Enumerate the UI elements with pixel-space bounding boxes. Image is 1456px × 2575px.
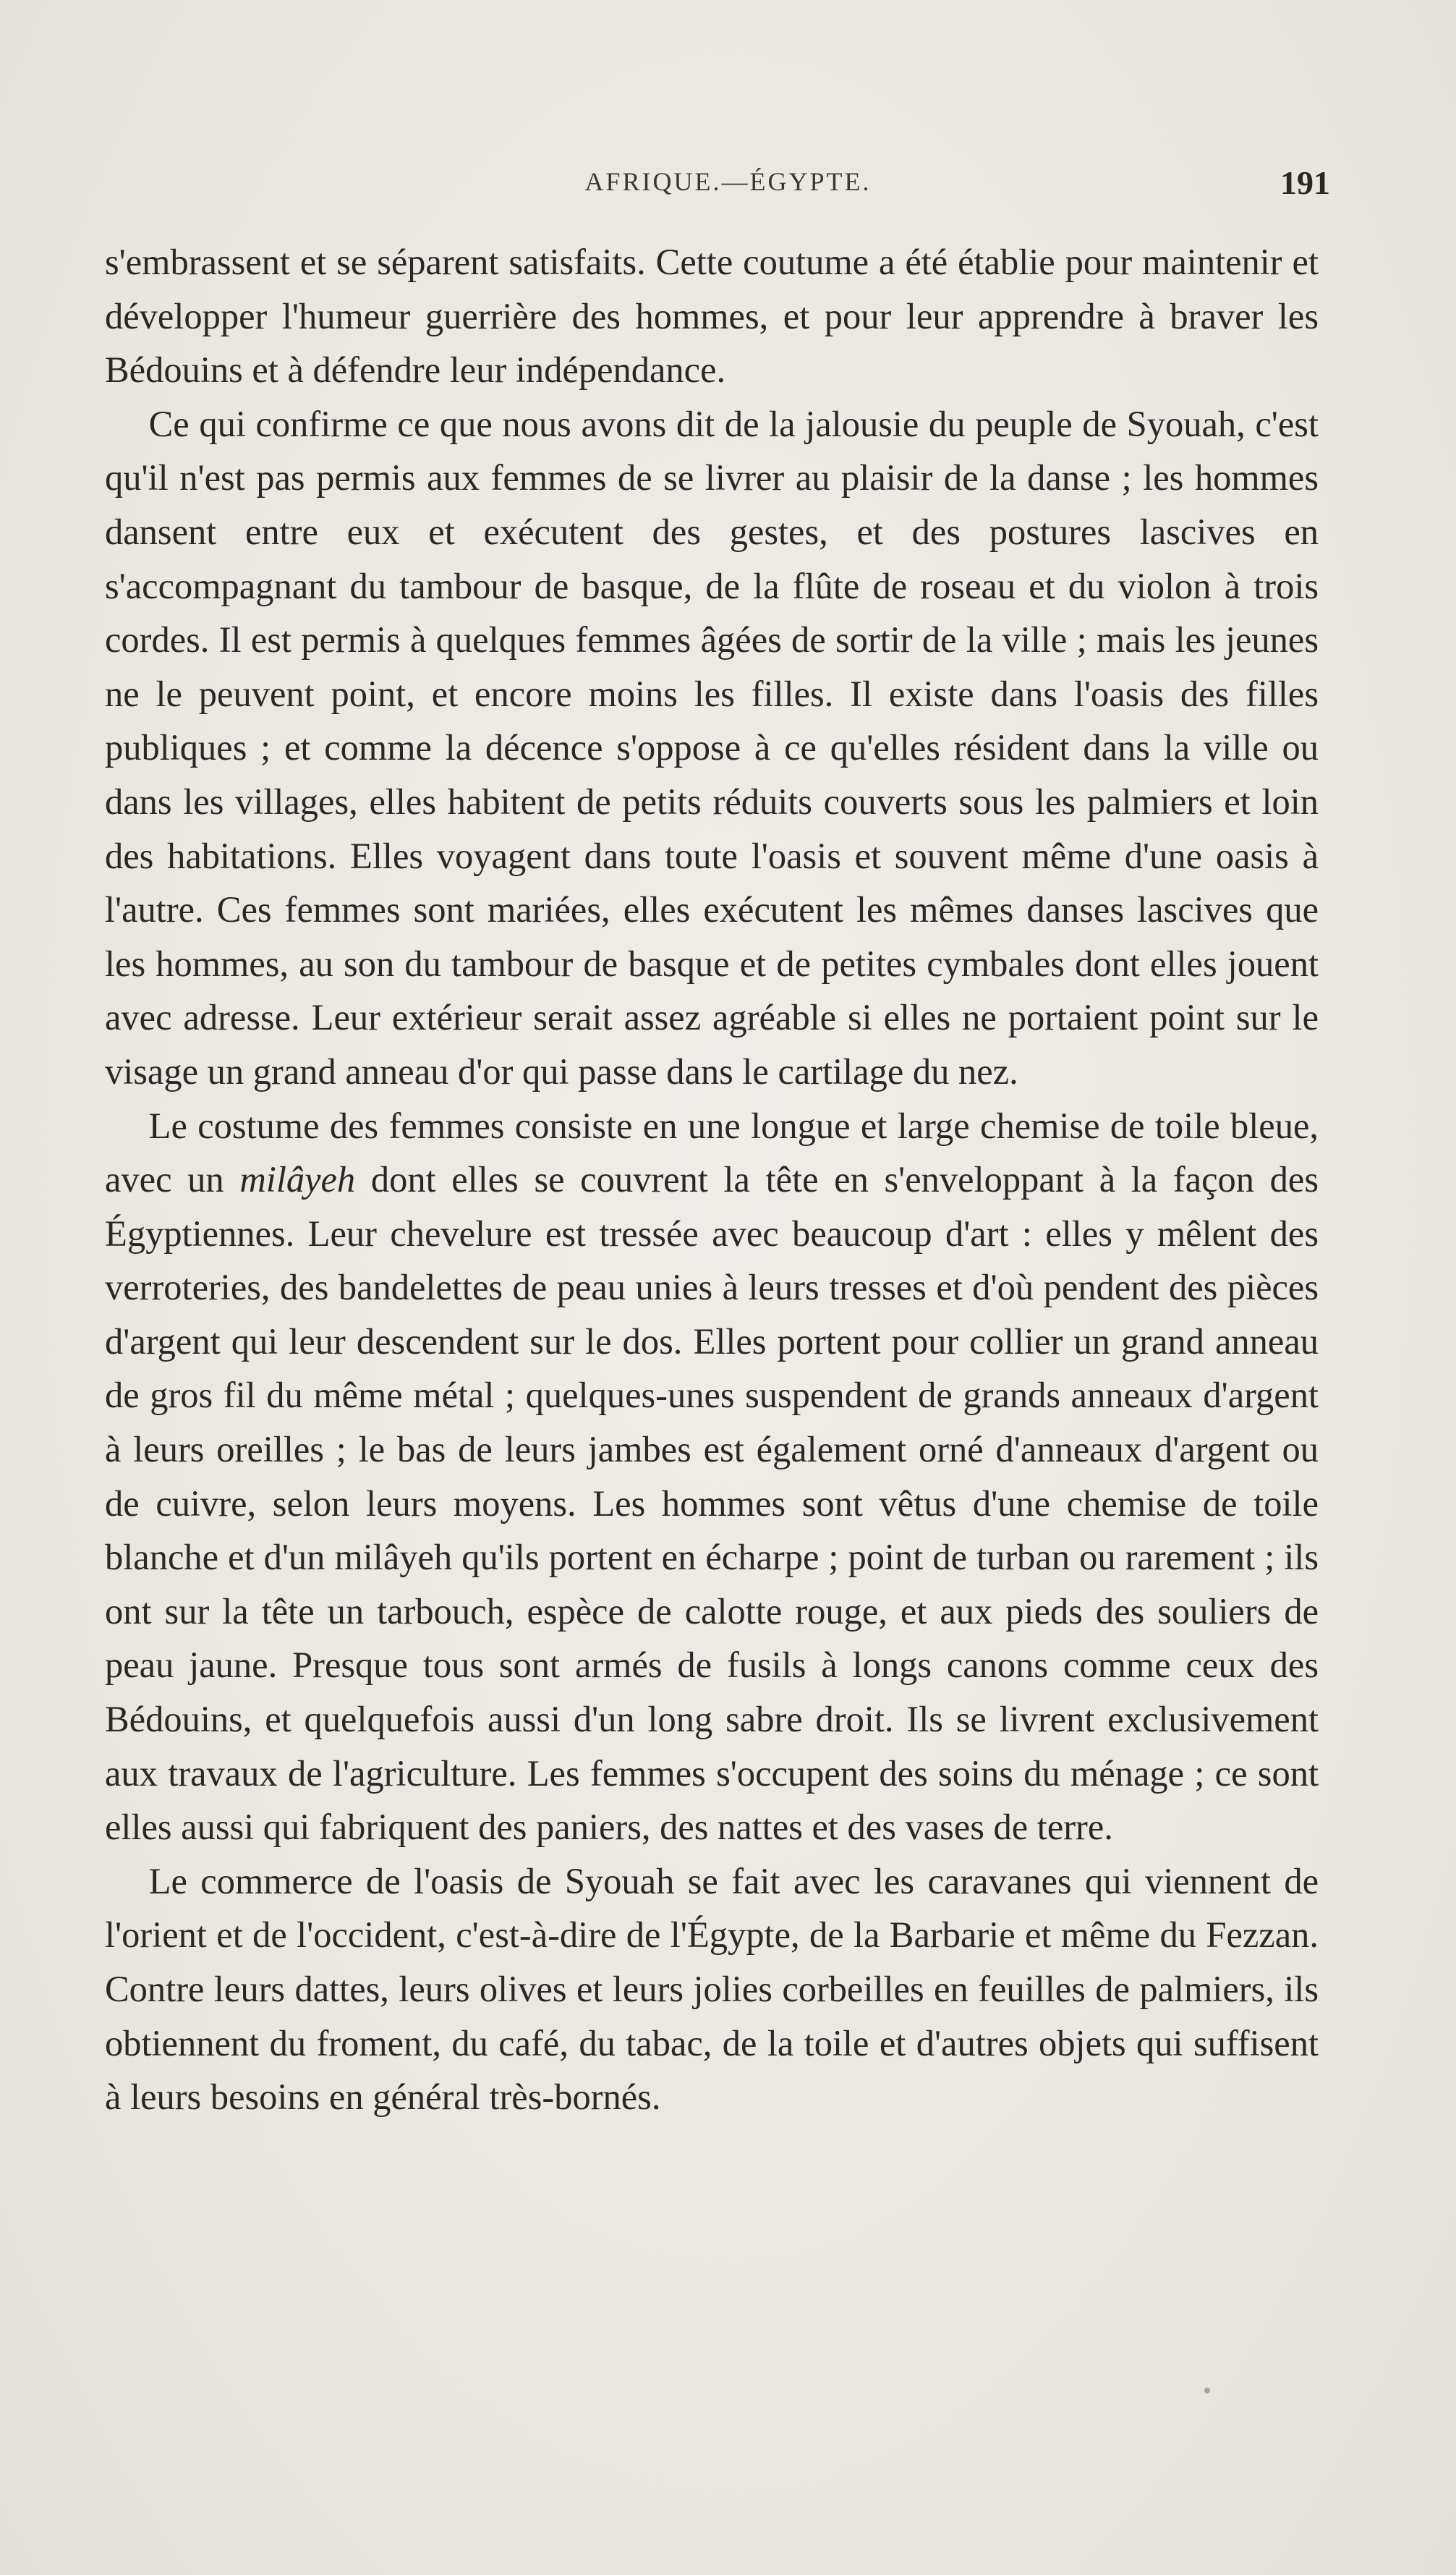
paragraph-3-part-2: dont elles se couvrent la tête en s'enveloppant à la façon des Égyptiennes. Leur chevelure est tressée avec beaucoup d'art : elles y mêlent des verroteries, des bandelettes de peau unies à leurs tresses et d'où pendent des pièces d'argent qui leur descendent sur le dos. Elles portent pour collier un grand anneau de gros fil du même métal ; quelques-unes suspendent de grands anneaux d'argent à leurs oreilles ; le bas de leurs jambes est également orné d'anneaux d'argent ou de cuivre, selon leurs moyens. Les hommes sont vêtus d'une chemise de toile blanche et d'un milâyeh qu'ils portent en écharpe ; point de turban ou rarement ; ils ont sur la tête un tarbouch, espèce de calotte rouge, et aux pieds des souliers de peau jaune. Presque tous sont armés de fusils à longs canons comme ceux des Bédouins, et quelquefois aussi d'un long sabre droit. Ils se livrent exclusivement aux travaux de l'agriculture. Les femmes s'occupent des soins du ménage ; ce sont elles aussi qui fabriquent des paniers, des nattes et des vases de terre. — [105, 1159, 1319, 1848]
running-head — [0, 164, 1456, 207]
paragraph-1: s'embrassent et se séparent satisfaits. Cette coutume a été établie pour maintenir et développer l'humeur guerrière des hommes, et pour leur apprendre à braver les Bédouins et à défendre leur indépendance. — [105, 242, 1319, 391]
italic-term: milâyeh — [239, 1159, 356, 1200]
paragraph-4: Le commerce de l'oasis de Syouah se fait avec les caravanes qui viennent de l'orient et de l'occident, c'est-à-dire de l'Égypte, de la Barbarie et même du Fezzan. Contre leurs dattes, leurs olives et leurs jolies corbeilles en feuilles de palmiers, ils obtiennent du froment, du café, du tabac, de la toile et d'autres objets qui suffisent à leurs besoins en général très-bornés. — [105, 1860, 1319, 2118]
paragraph-2: Ce qui confirme ce que nous avons dit de la jalousie du peuple de Syouah, c'est qu'il n'est pas permis aux femmes de se livrer au plaisir de la danse ; les hommes dansent entre eux et exécutent des gestes, et des postures lascives en s'accompagnant du tambour de basque, de la flûte de roseau et du violon à trois cordes. Il est permis à quelques femmes âgées de sortir de la ville ; mais les jeunes ne le peuvent point, et encore moins les filles. Il existe dans l'oasis des filles publiques ; et comme la décence s'oppose à ce qu'elles résident dans la ville ou dans les villages, elles habitent de petits réduits couverts sous les palmiers et loin des habitations. Elles voyagent dans toute l'oasis et souvent même d'une oasis à l'autre. Ces femmes sont mariées, elles exécutent les mêmes danses lascives que les hommes, au son du tambour de basque et de petites cymbales dont elles jouent avec adresse. Leur extérieur serait assez agréable si elles ne portaient point sur le visage un grand anneau d'or qui passe dans le cartilage du nez. — [105, 403, 1319, 1092]
ink-speck — [1204, 2388, 1210, 2393]
body-text — [105, 235, 1319, 2124]
running-title: AFRIQUE.—ÉGYPTE. — [584, 167, 872, 196]
paragraph-3-part-1: Le costume des femmes consiste en une longue et large chemise de toile bleue, avec un — [105, 1105, 1319, 1200]
page-number: 191 — [1280, 164, 1330, 201]
paragraph-3 — [105, 1099, 1319, 1854]
